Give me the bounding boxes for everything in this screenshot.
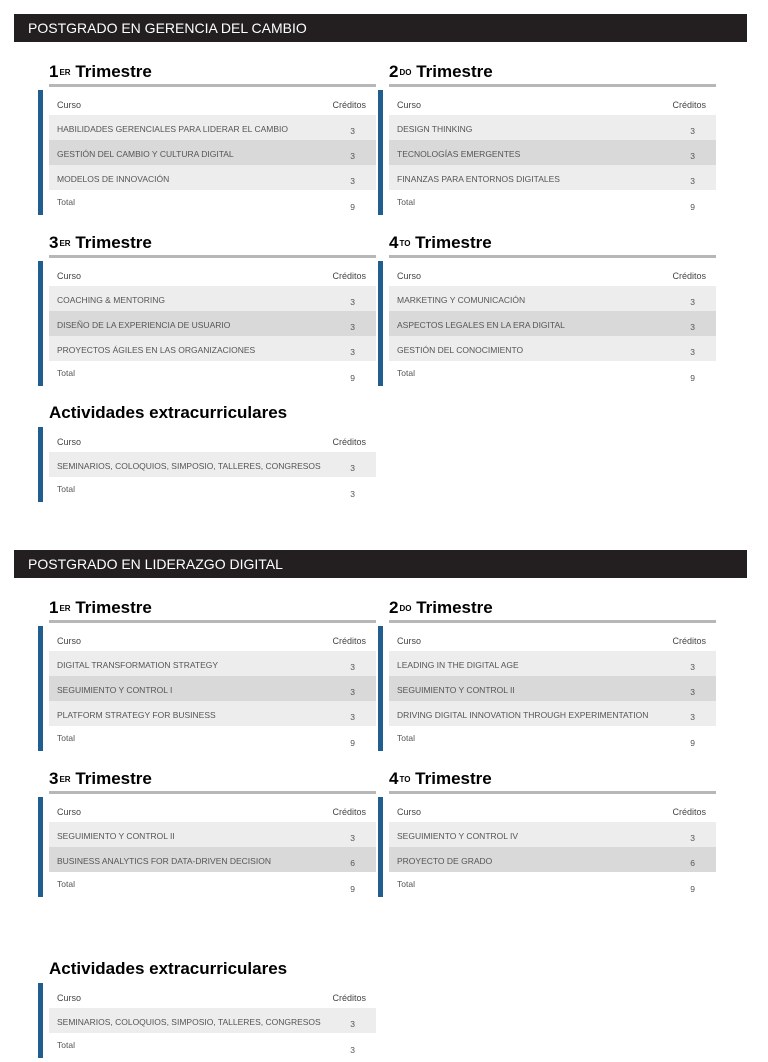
total-label: Total [57, 484, 75, 494]
accent-bar [38, 797, 43, 897]
total-credits: 9 [690, 884, 695, 894]
table-header [389, 797, 716, 822]
column-header-course: Curso [57, 636, 82, 646]
table-row [49, 311, 376, 336]
course-credits: 3 [350, 347, 355, 357]
heading-underline [389, 255, 716, 258]
table-total-row [389, 872, 716, 897]
term-suffix: ER [59, 239, 71, 248]
term-number: 2 [389, 62, 399, 81]
total-credits: 9 [690, 373, 695, 383]
program-title-banner: POSTGRADO EN LIDERAZGO DIGITAL [14, 550, 747, 578]
course-table [389, 797, 716, 897]
course-name: DISEÑO DE LA EXPERIENCIA DE USUARIO [57, 320, 231, 330]
column-header-course: Curso [57, 100, 82, 110]
extracurricular-block [49, 402, 376, 502]
table-row [49, 847, 376, 872]
course-name: GESTIÓN DEL CONOCIMIENTO [397, 345, 524, 355]
term-heading [49, 597, 376, 619]
total-label: Total [397, 197, 415, 207]
term-suffix: DO [399, 604, 412, 613]
term-label: Trimestre [75, 233, 152, 252]
term-number: 4 [389, 233, 399, 252]
term-ordinal [49, 233, 71, 252]
course-credits: 3 [350, 126, 355, 136]
course-table [389, 261, 716, 386]
course-table [49, 90, 376, 215]
term-block [49, 768, 376, 897]
course-name: SEGUIMIENTO Y CONTROL I [57, 685, 173, 695]
table-header [49, 983, 376, 1008]
course-name: MODELOS DE INNOVACIÓN [57, 174, 170, 184]
table-row [49, 1008, 376, 1033]
course-credits: 3 [350, 712, 355, 722]
term-block [389, 232, 716, 386]
term-ordinal [49, 598, 71, 617]
total-credits: 3 [350, 489, 355, 499]
term-ordinal [389, 769, 410, 788]
term-block [389, 768, 716, 897]
total-label: Total [397, 368, 415, 378]
course-name: SEMINARIOS, COLOQUIOS, SIMPOSIO, TALLERES, CONGRESOS [57, 461, 321, 471]
course-name: SEGUIMIENTO Y CONTROL IV [397, 831, 519, 841]
term-suffix: ER [59, 604, 71, 613]
table-header [49, 261, 376, 286]
term-heading [49, 768, 376, 790]
accent-bar [38, 626, 43, 751]
table-row [49, 115, 376, 140]
course-credits: 3 [690, 347, 695, 357]
total-credits: 9 [350, 373, 355, 383]
course-name: DRIVING DIGITAL INNOVATION THROUGH EXPERIMENTATION [397, 710, 649, 720]
table-row [49, 452, 376, 477]
term-label: Trimestre [75, 62, 152, 81]
heading-underline [49, 620, 376, 623]
column-header-course: Curso [57, 807, 82, 817]
extracurricular-block [49, 958, 376, 1058]
heading-underline [389, 620, 716, 623]
course-name: SEGUIMIENTO Y CONTROL II [397, 685, 515, 695]
heading-underline [389, 84, 716, 87]
table-total-row [49, 726, 376, 751]
course-name: DIGITAL TRANSFORMATION STRATEGY [57, 660, 219, 670]
course-name: BUSINESS ANALYTICS FOR DATA-DRIVEN DECISION [57, 856, 271, 866]
course-table [49, 983, 376, 1058]
term-label: Trimestre [75, 598, 152, 617]
term-suffix: TO [399, 239, 411, 248]
course-credits: 3 [690, 151, 695, 161]
table-row [389, 311, 716, 336]
course-credits: 3 [350, 1019, 355, 1029]
table-row [49, 140, 376, 165]
total-label: Total [57, 733, 75, 743]
total-credits: 9 [350, 202, 355, 212]
course-credits: 3 [350, 297, 355, 307]
total-label: Total [57, 1040, 75, 1050]
total-label: Total [397, 733, 415, 743]
term-heading [389, 61, 716, 83]
term-ordinal [389, 598, 411, 617]
course-name: SEMINARIOS, COLOQUIOS, SIMPOSIO, TALLERES, CONGRESOS [57, 1017, 321, 1027]
table-row [49, 701, 376, 726]
column-header-credits: Créditos [672, 807, 706, 817]
heading-underline [49, 84, 376, 87]
term-number: 3 [49, 233, 59, 252]
course-name: COACHING & MENTORING [57, 295, 165, 305]
term-heading [389, 768, 716, 790]
course-credits: 3 [690, 176, 695, 186]
table-header [389, 626, 716, 651]
total-label: Total [57, 368, 75, 378]
table-row [49, 165, 376, 190]
column-header-credits: Créditos [332, 437, 366, 447]
term-label: Trimestre [75, 769, 152, 788]
term-block [49, 61, 376, 215]
term-suffix: DO [399, 68, 412, 77]
course-name: PROYECTOS ÁGILES EN LAS ORGANIZACIONES [57, 345, 256, 355]
table-total-row [49, 190, 376, 215]
term-label: Trimestre [416, 598, 493, 617]
accent-bar [378, 261, 383, 386]
extracurricular-heading: Actividades extracurriculares [49, 959, 288, 978]
column-header-course: Curso [57, 271, 82, 281]
course-credits: 6 [350, 858, 355, 868]
course-table [49, 626, 376, 751]
course-credits: 3 [690, 126, 695, 136]
column-header-credits: Créditos [672, 100, 706, 110]
table-row [389, 140, 716, 165]
column-header-course: Curso [397, 636, 422, 646]
course-name: TECNOLOGÍAS EMERGENTES [397, 149, 521, 159]
heading-underline [49, 255, 376, 258]
term-heading [49, 61, 376, 83]
term-block [389, 597, 716, 751]
table-row [389, 115, 716, 140]
accent-bar [38, 261, 43, 386]
accent-bar [38, 983, 43, 1058]
column-header-course: Curso [397, 807, 422, 817]
course-table [389, 626, 716, 751]
total-credits: 3 [350, 1045, 355, 1055]
total-credits: 9 [350, 738, 355, 748]
column-header-credits: Créditos [332, 993, 366, 1003]
column-header-credits: Créditos [672, 271, 706, 281]
term-ordinal [49, 769, 71, 788]
course-credits: 3 [690, 687, 695, 697]
term-block [389, 61, 716, 215]
table-row [389, 336, 716, 361]
total-credits: 9 [690, 738, 695, 748]
accent-bar [38, 90, 43, 215]
term-heading [389, 232, 716, 254]
course-name: MARKETING Y COMUNICACIÓN [397, 295, 526, 305]
total-label: Total [397, 879, 415, 889]
program-title-banner: POSTGRADO EN GERENCIA DEL CAMBIO [14, 14, 747, 42]
table-row [49, 822, 376, 847]
course-credits: 3 [350, 662, 355, 672]
column-header-course: Curso [57, 437, 82, 447]
heading-underline [49, 791, 376, 794]
term-heading [389, 597, 716, 619]
table-row [389, 286, 716, 311]
course-name: DESIGN THINKING [397, 124, 473, 134]
total-credits: 9 [690, 202, 695, 212]
course-credits: 3 [350, 176, 355, 186]
table-total-row [389, 361, 716, 386]
heading-underline [389, 791, 716, 794]
course-name: HABILIDADES GERENCIALES PARA LIDERAR EL CAMBIO [57, 124, 288, 134]
table-row [49, 336, 376, 361]
table-row [389, 651, 716, 676]
column-header-credits: Créditos [332, 807, 366, 817]
column-header-course: Curso [57, 993, 82, 1003]
term-heading [49, 232, 376, 254]
course-credits: 3 [690, 322, 695, 332]
column-header-credits: Créditos [672, 636, 706, 646]
course-table [49, 797, 376, 897]
table-row [389, 822, 716, 847]
term-suffix: TO [399, 775, 411, 784]
term-label: Trimestre [415, 769, 492, 788]
table-row [389, 847, 716, 872]
column-header-credits: Créditos [332, 636, 366, 646]
term-ordinal [389, 233, 410, 252]
course-table [49, 427, 376, 502]
term-label: Trimestre [416, 62, 493, 81]
total-label: Total [57, 879, 75, 889]
course-credits: 3 [690, 833, 695, 843]
term-ordinal [49, 62, 71, 81]
table-total-row [389, 190, 716, 215]
term-number: 4 [389, 769, 399, 788]
table-total-row [49, 361, 376, 386]
term-suffix: ER [59, 68, 71, 77]
extracurricular-heading: Actividades extracurriculares [49, 403, 288, 422]
term-number: 3 [49, 769, 59, 788]
column-header-course: Curso [397, 271, 422, 281]
table-header [49, 626, 376, 651]
accent-bar [38, 427, 43, 502]
course-credits: 6 [690, 858, 695, 868]
table-row [389, 701, 716, 726]
course-credits: 3 [690, 712, 695, 722]
table-row [49, 676, 376, 701]
column-header-credits: Créditos [332, 100, 366, 110]
term-number: 2 [389, 598, 399, 617]
course-name: LEADING IN THE DIGITAL AGE [397, 660, 519, 670]
table-header [389, 261, 716, 286]
term-label: Trimestre [415, 233, 492, 252]
table-row [389, 676, 716, 701]
course-table [389, 90, 716, 215]
table-row [49, 651, 376, 676]
accent-bar [378, 626, 383, 751]
term-ordinal [389, 62, 411, 81]
table-total-row [49, 1033, 376, 1058]
course-name: PROYECTO DE GRADO [397, 856, 493, 866]
course-table [49, 261, 376, 386]
course-name: GESTIÓN DEL CAMBIO Y CULTURA DIGITAL [57, 149, 234, 159]
accent-bar [378, 90, 383, 215]
column-header-credits: Créditos [332, 271, 366, 281]
total-label: Total [57, 197, 75, 207]
total-credits: 9 [350, 884, 355, 894]
table-row [389, 165, 716, 190]
term-block [49, 597, 376, 751]
table-total-row [49, 872, 376, 897]
term-number: 1 [49, 598, 59, 617]
term-suffix: ER [59, 775, 71, 784]
course-credits: 3 [690, 297, 695, 307]
term-number: 1 [49, 62, 59, 81]
table-header [49, 90, 376, 115]
column-header-course: Curso [397, 100, 422, 110]
term-block [49, 232, 376, 386]
course-credits: 3 [350, 687, 355, 697]
course-name: FINANZAS PARA ENTORNOS DIGITALES [397, 174, 560, 184]
table-header [49, 427, 376, 452]
course-credits: 3 [350, 151, 355, 161]
table-header [49, 797, 376, 822]
course-credits: 3 [690, 662, 695, 672]
table-header [389, 90, 716, 115]
course-name: PLATFORM STRATEGY FOR BUSINESS [57, 710, 216, 720]
table-row [49, 286, 376, 311]
table-total-row [389, 726, 716, 751]
course-name: ASPECTOS LEGALES EN LA ERA DIGITAL [397, 320, 565, 330]
accent-bar [378, 797, 383, 897]
table-total-row [49, 477, 376, 502]
course-credits: 3 [350, 322, 355, 332]
course-credits: 3 [350, 833, 355, 843]
course-credits: 3 [350, 463, 355, 473]
course-name: SEGUIMIENTO Y CONTROL II [57, 831, 175, 841]
